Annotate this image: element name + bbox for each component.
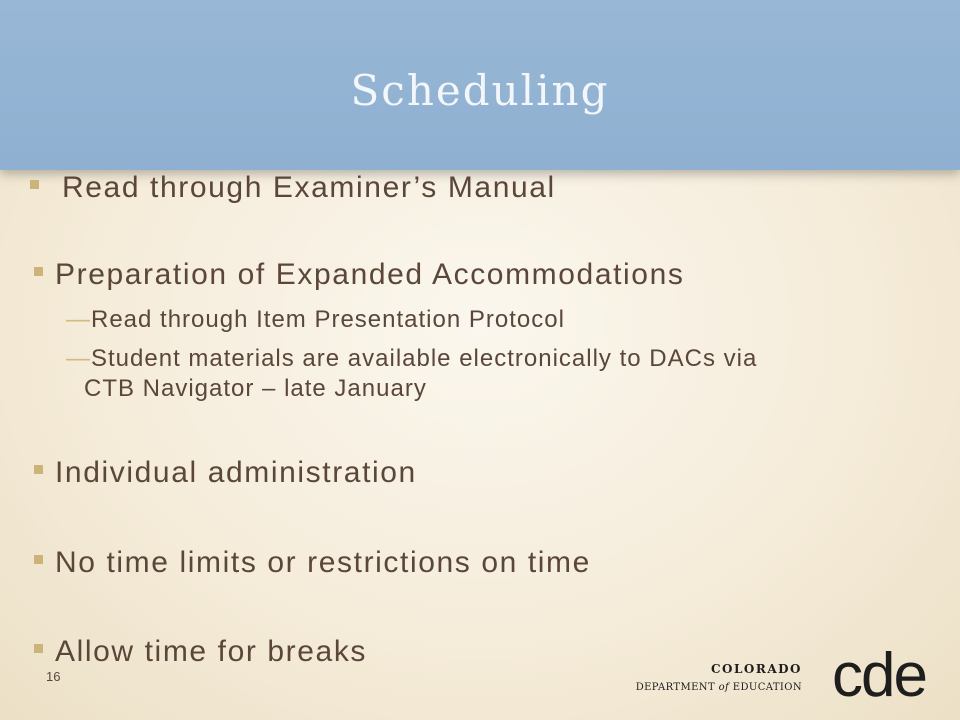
sub-bullet-student-materials (66, 345, 757, 373)
dash-bullet-icon: — (66, 345, 91, 372)
square-bullet-icon (34, 555, 43, 564)
dash-bullet-icon: — (66, 306, 91, 333)
cde-logo (635, 641, 940, 710)
square-bullet-icon (34, 644, 43, 653)
sub-bullet-text: Student materials are available electronically to DACs via (91, 345, 758, 372)
square-bullet-icon (34, 267, 43, 276)
logo-department-text: DEPARTMENT of EDUCATION (635, 682, 802, 693)
logo-colorado-text: COLORADO (710, 662, 802, 676)
bullet-allow-breaks: Allow time for breaks (55, 635, 368, 668)
bullet-expanded-accommodations: Preparation of Expanded Accommodations (55, 258, 685, 291)
sub-bullet-continuation: CTB Navigator – late January (84, 375, 427, 402)
page-number: 16 (46, 669, 61, 684)
square-bullet-icon (34, 465, 43, 474)
bullet-individual-administration: Individual administration (55, 456, 417, 489)
bullet-no-time-limits: No time limits or restrictions on time (55, 546, 591, 579)
slide-title: Scheduling (350, 66, 610, 115)
cde-logo-mark: cde (832, 641, 926, 710)
bullet-examiners-manual: Read through Examiner’s Manual (62, 171, 556, 204)
square-bullet-icon (30, 180, 39, 189)
sub-bullet-text: Read through Item Presentation Protocol (91, 306, 565, 333)
sub-bullet-item-presentation (66, 306, 565, 334)
